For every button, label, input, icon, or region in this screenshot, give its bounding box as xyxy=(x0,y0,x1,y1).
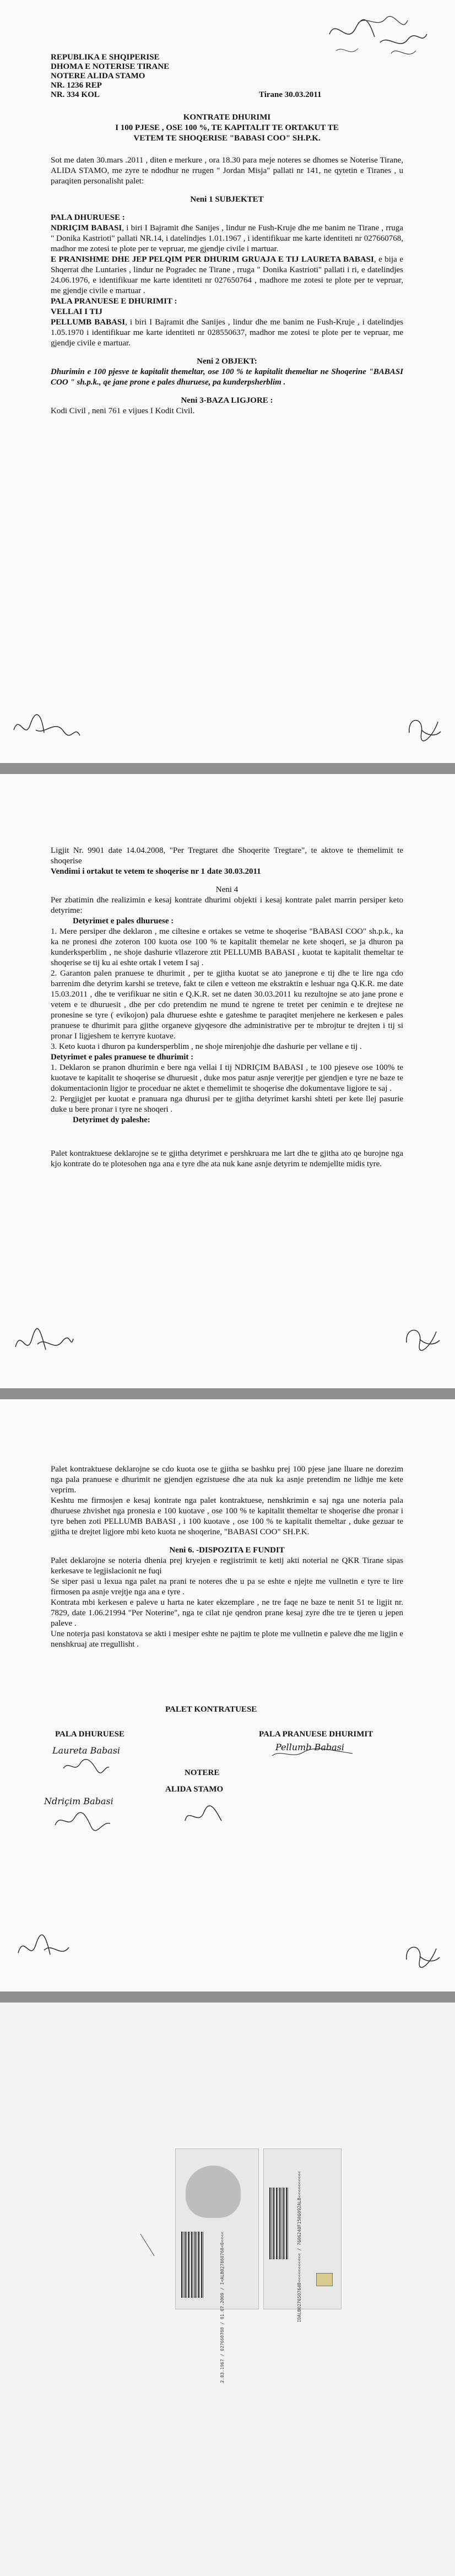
signature-notary xyxy=(182,1804,226,1829)
signature-pellumb-text: Pellumb Babasi xyxy=(275,1742,344,1752)
initials-right-p2 xyxy=(402,1319,443,1352)
initials-right-p3 xyxy=(402,1936,443,1969)
pala-dhuruese-sign-label: PALA DHURUESE xyxy=(55,1730,124,1739)
notere-name: ALIDA STAMO xyxy=(165,1785,224,1794)
pala-dhuruese-label: PALA DHURUESE : xyxy=(51,213,125,222)
receiver-paragraph xyxy=(51,317,403,349)
document-page-4 xyxy=(0,2003,455,2576)
document-header xyxy=(51,53,403,100)
donor1-paragraph xyxy=(51,223,403,255)
notere-label: NOTERE xyxy=(185,1768,220,1777)
page3-body xyxy=(51,1464,403,1650)
title-line-2: I 100 PJESE , OSE 100 %, TE KAPITALIT TE ORTAKUT TE xyxy=(115,123,339,132)
section4-intro: Per zbatimin dhe realizimin e kesaj kontrate dhurimi objekti i kesaj kontrate palet marrin persiper keto detyrime: xyxy=(51,896,403,915)
title-line-3: VETEM TE SHOQERISE "BABASI COO" SH.P.K. xyxy=(133,134,321,143)
page2-body xyxy=(51,846,403,1170)
pala-pranuese-label: PALA PRANUESE E DHURIMIT : xyxy=(51,297,177,306)
page3-para-2: Keshtu me firmosjen e kesaj kontrate nga palet kontraktuese, nenshkrimin e saj nga une noteria pala dhuruese zhvishet nga pronesia e 100 kuotave , ose 100 % te kapitalit themeltar te shoqerise dhe pronar i tyre behen zoti PELLUMB BABASI , i 100 kuotave , ose 100 % te kapitalit themeltar , duke gezuar te gjitha te drejtet ligjore mbi keto kuota ne shoqerine, "BABASI COO" SH.P.K. xyxy=(51,1496,403,1536)
page4-mark xyxy=(138,2228,160,2261)
section3-text: Kodi Civil , neni 761 e vijues I Kodit Civil. xyxy=(51,407,195,415)
section4-title: Neni 4 xyxy=(215,885,239,894)
title-line-1: KONTRATE DHURIMI xyxy=(183,113,271,122)
id-card-2-scan xyxy=(263,2149,342,2323)
closing-paragraph: Palet kontraktuese deklarojne se te gjitha detyrimet e pershkruara me lart dhe te gjitha ato qe burojne nga kjo kontrate do te plotesohen nga ana e tyre dhe ata nuk kane asnje detyrim te ndemjellte midis tyre. xyxy=(51,1149,403,1168)
id-card-2-barcode xyxy=(269,2188,289,2259)
contract-title xyxy=(51,112,403,144)
id-card-1-scan xyxy=(175,2149,259,2383)
initials-right-p1 xyxy=(405,711,443,744)
duty-3: 3. Keto kuota i dhuron pa kundersperblim , ne shoje mirenjohje dhe dashurie per vellane e tij . xyxy=(51,1042,362,1051)
page3-para-5: Kontrata mbi kerkesen e paleve u harta ne kater ekzemplare , ne tre faqe ne baze te nenit 51 te ligjit nr. 7829, date 1.06.21994 "Per Noterine", nga te cilat nje qendron prane kesaj zyre dhe tre te tjeren u jepen paleve . xyxy=(51,1598,403,1628)
receiver-text: , i biri I Bajramit dhe Sanijes , lindur dhe me banim ne Fush-Kruje , i datelindjes 1.05.1970 i identifikuar me karte identiteti nr 028550637, madhor me zotesi te plote per te vepruar, me gjendje civile e martuar. xyxy=(51,318,403,348)
duties-receiver-title: Detyrimet e pales pranuese te dhurimit : xyxy=(51,1053,194,1062)
page1-body xyxy=(51,155,403,416)
header-notary: NOTERE ALIDA STAMO xyxy=(51,72,145,80)
document-page-2 xyxy=(0,774,455,1388)
signature-lauretta-text: Laureta Babasi xyxy=(52,1745,121,1756)
receiver-duty-1: 1. Deklaron se pranon dhurimin e bere nga vellai I tij NDRIÇIM BABASI , te 100 pjeseve ose 100% te kuotave te kapitalit te shoqerise se dhuruesit , duke mos patur asnje vererjtje per gjendjen e tyre ne baze te dokumentacionin ligjor te proceduar ne aktet e themelimit te shoqerise dhe dokumentave ligjore te saj . xyxy=(51,1063,403,1093)
initials-left-p1 xyxy=(11,708,83,746)
decision-text: Vendimi i ortakut te vetem te shoqerise nr 1 date 30.03.2011 xyxy=(51,867,261,876)
header-chamber: DHOMA E NOTERISE TIRANE xyxy=(51,62,170,71)
palet-kontratuese-title: PALET KONTRATUESE xyxy=(165,1705,257,1714)
section1-title: Neni 1 SUBJEKTET xyxy=(190,195,264,204)
section6-title: Neni 6. -DISPOZITA E FUNDIT xyxy=(169,1546,285,1555)
donor1-name: NDRIÇIM BABASI xyxy=(51,224,122,232)
donor1-text: , i biri I Bajramit dhe Sanijes , lindur ne Fush-Kruje dhe me banim ne Tirane , rruga " Donika Kastrioti" pallati NR.14, i datelindjes 1.01.1967 , i identifikuar me karte identiteti nr 027660768, madhor me zotesi te plote per te vepruar, me gjendje civile i martuar. xyxy=(51,224,403,253)
document-page-3 xyxy=(0,1399,455,1991)
header-republic: REPUBLIKA E SHQIPERISE xyxy=(51,53,160,62)
id-card-1-barcode xyxy=(181,2232,203,2298)
signature-lauretta xyxy=(61,1757,110,1774)
section2-title: Neni 2 OBJEKT: xyxy=(197,357,257,366)
document-page-1 xyxy=(0,0,455,763)
page3-para-6: Une noterja pasi konstatova se akti i mesiper eshte ne pajtim te plote me vullnetin e paleve dhe me ligjin e nenshkruaj ate rregullisht . xyxy=(51,1630,403,1649)
page3-para-3: Palet deklarojne se noteria dhenia prej kryejen e regjistrimit te ketij akti noterial ne QKR Tirane sipas kerkesave te legjislacionit ne fuqi xyxy=(51,1556,403,1576)
receiver-name: PELLUMB BABASI xyxy=(51,318,126,327)
receiver-duty-2: 2. Pergjigjet per kuotat e pranuara nga dhurusi per te gjitha detyrimet karshi shteti per kete llej pasurie duke u bere pronar i tyre ne shoqeri . xyxy=(51,1095,403,1114)
intro-paragraph: Sot me daten 30.mars .2011 , diten e merkure , ora 18.30 para meje noteres se dhomes se Noterise Tirane, ALIDA STAMO, me zyre te ndodhur ne rrugen " Jordan Misja" pallati nr 141, ne qytetin e Tiranes , u paraqiten personalisht palet: xyxy=(51,156,403,186)
header-nr-rep: NR. 1236 REP xyxy=(51,81,102,90)
duty-1: 1. Mere persiper dhe deklaron , me ciltesine e ortakes se vetme te shoqerise "BABASI COO" sh.p.k., ka ka ne pronesi dhe zoteron 100 kuota ose 100 % te kapitalit themelar ne kete shoqeri, se ja dhuron pa kunderksperblim , ne shoje dashurie vllazerore ztit PELLUMB BABASI , kuotat te kapitalit themeltar te shoqerise se tij ku ai eshte ortak I vetem I saj . xyxy=(51,927,403,967)
initials-left-p3 xyxy=(14,1928,80,1967)
id-card-2-text: IDALB0276507640<<<<<<<<<<< / 7606240F1506092ALB<<<<<<<<<< xyxy=(297,2171,302,2323)
page3-para-1: Palet kontraktuese deklarojne se cdo kuota ose te gjitha se bashku prej 100 pjese jane lluare ne dorezim nga pala pranuese e dhurimit ne gjendjen egzistuese dhe ata nuk ka asnje pretendim ne lidhje me kete veprim. xyxy=(51,1465,403,1495)
duties-donor-title: Detyrimet e pales dhuruese : xyxy=(73,917,174,926)
signature-ndricim xyxy=(52,1810,113,1832)
signature-pellumb xyxy=(270,1738,358,1760)
section3-title: Neni 3-BAZA LIGJORE : xyxy=(181,396,273,405)
initials-left-p2 xyxy=(10,1319,76,1363)
document-date: Tirane 30.03.2011 xyxy=(259,90,322,99)
donor2-paragraph xyxy=(51,255,403,296)
pala-pranuese-sign-label: PALA PRANUESE DHURIMIT xyxy=(259,1730,373,1739)
receiver-label: VELLAI I TIJ xyxy=(51,307,102,316)
id-card-1-text: 2.03.1967 / 027660768 / 01.07.2009 / I<ALB027660768<0<<<< xyxy=(220,2232,225,2383)
duty-2: 2. Garanton palen pranuese te dhurimit , per te gjitha kuotat se ato janeprone e tij dhe te lire nga cdo barrenim dhe detyrim karshi se treteve, fakt te cilen e vetteon me ekstraktin e leshuar nga Q.K.R. me date 15.03.2011 , dhe te verifikuar ne sitin e Q.K.R. set ne daten 30.03.2011 ku rezultojne se ato jane prone e vetem e te dhuruesit , dhe per cdo pretendim ne mund te ngrene te tretet per cenimin e te drejtese ne pronesine se tyre ( evikojon) pala dhuruese eshte e gateshme te paraqitet menjehere ne kerkesen e pales pranuese te dhurimit para gjithe organeve gjyqesore dhe administrative per te mbrojtur te drejten i tij si pronar I ligjeshem te kerryre kuotave. xyxy=(51,969,403,1041)
donor2-heading: E PRANISHME DHE JEP PELQIM PER DHURIM GRUAJA E TIJ LAURETA BABASI xyxy=(51,255,374,264)
id-card-1-photo xyxy=(186,2166,241,2218)
section2-text: Dhurimin e 100 pjesve te kapitalit themeltar, ose 100 % te kapitalit themeltar ne Shoqerine "BABASI COO " sh.p.k., qe jane prone e pales dhuruese, pa kunderpsherblim . xyxy=(51,367,403,387)
registration-text: Ligjit Nr. 9901 date 14.04.2008, "Per Tregtaret dhe Shoqerite Tregtare", te aktove te themelimit te shoqerise xyxy=(51,846,403,865)
id-card-2-chip xyxy=(316,2273,333,2286)
header-nr-kol: NR. 334 KOL xyxy=(51,90,100,99)
mutual-duties-title: Detyrimet dy paleshe: xyxy=(73,1116,150,1124)
signature-ndricim-text: Ndriçim Babasi xyxy=(44,1796,113,1806)
donor2-text: , e bija e Shqerrat dhe Luntaries , lindur ne Pogradec ne Tirane , rruga " Donika Kastrioti" pallati i ri, e datelindjes 24.06.1976, e identifikuar me karte identiteti nr 027650764 , madhore me zotesi te plote per te vepruar, me gjendje civile e martuar . xyxy=(51,255,403,295)
page3-para-4: Se siper pasi u lexua nga palet na prani te noteres dhe u pa se eshte e njejte me vullnetin e tyre te lire firmosen pa asnje vrejtje nga ana e tyre . xyxy=(51,1577,403,1597)
